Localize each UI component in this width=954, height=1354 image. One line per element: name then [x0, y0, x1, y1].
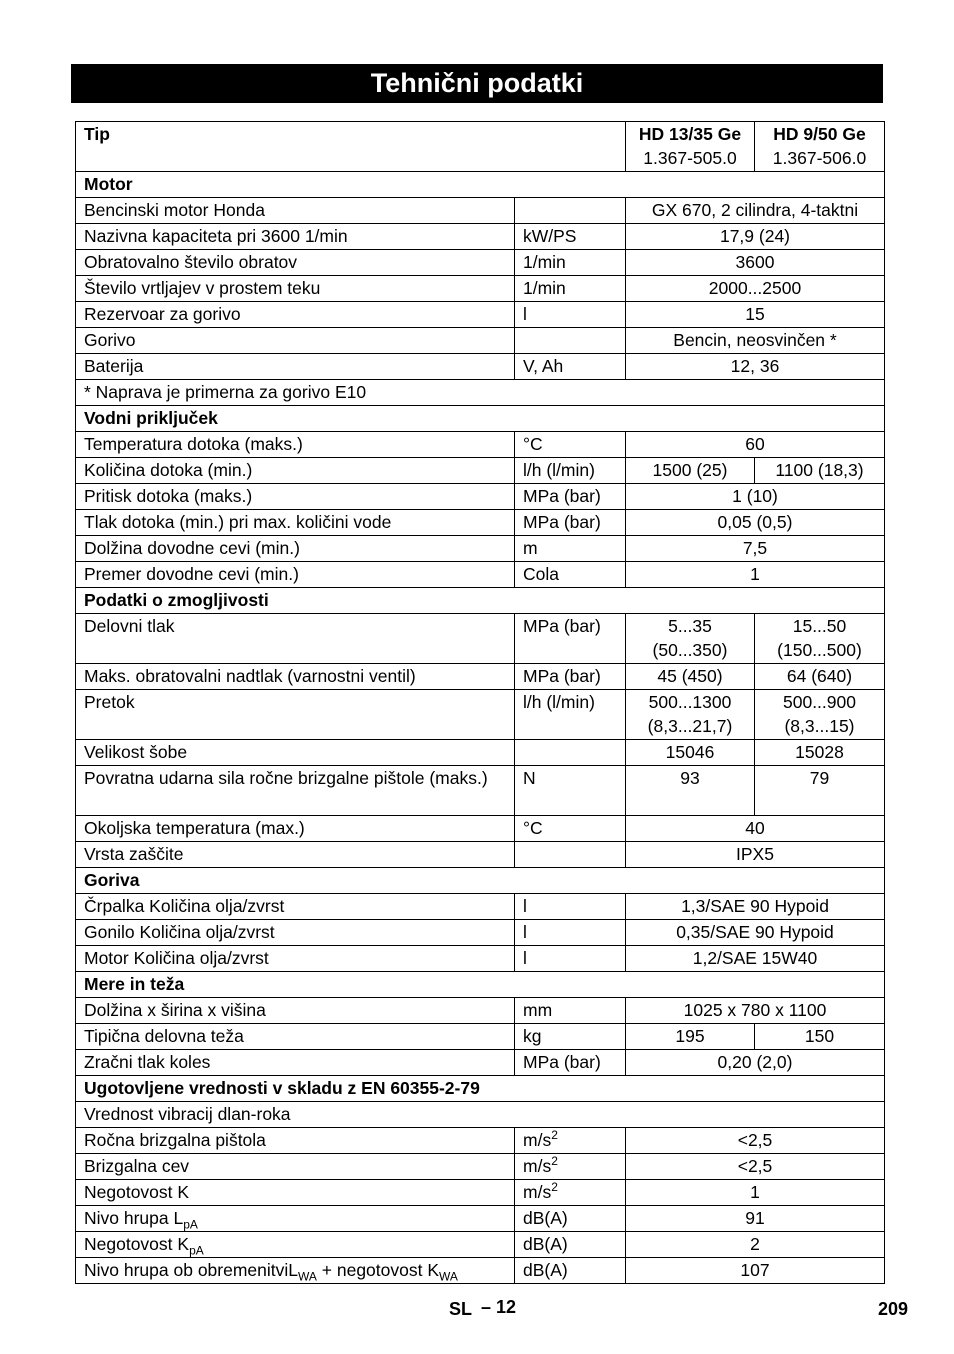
section-title: Motor — [76, 172, 885, 198]
table-header-row — [76, 122, 885, 172]
table-row: Dolžina x širina x višina mm 1025 x 780 x 1100 — [76, 998, 885, 1024]
table-row: Premer dovodne cevi (min.) Cola 1 — [76, 562, 885, 588]
table-row: Brizgalna cev $m/s^2$ <2,5 — [76, 1154, 885, 1180]
table-row: Negotovost K $m/s^2$ 1 — [76, 1180, 885, 1206]
table-row: Okoljska temperatura (max.) °C 40 — [76, 816, 885, 842]
footer-language: SL — [449, 1299, 473, 1319]
table-row: Tipična delovna teža kg 195 150 — [76, 1024, 885, 1050]
table-row: Pretok l/h (l/min) 500...1300 (8,3...21,7) 500...900 (8,3...15) — [76, 690, 885, 740]
section-title: Vodni priključek — [76, 406, 885, 432]
table-row: Število vrtljajev v prostem teku 1/min 2000...2500 — [76, 276, 885, 302]
table-row: Motor Količina olja/zvrst l 1,2/SAE 15W40 — [76, 946, 885, 972]
section-row — [76, 1076, 885, 1102]
section-title: Podatki o zmogljivosti — [76, 588, 885, 614]
table-row — [76, 380, 885, 406]
table-row: Baterija V, Ah 12, 36 — [76, 354, 885, 380]
table-row: Vrsta zaščite IPX5 — [76, 842, 885, 868]
section-row — [76, 406, 885, 432]
table-row: Nazivna kapaciteta pri 3600 1/min kW/PS 17,9 (24) — [76, 224, 885, 250]
model-2: HD 9/50 Ge 1.367-506.0 — [755, 122, 885, 172]
page-number: 209 — [878, 1299, 909, 1319]
table-row: Ročna brizgalna pištola $m/s^2$ <2,5 — [76, 1128, 885, 1154]
table-row: Delovni tlak MPa (bar) 5...35 (50...350) 15...50 (150...500) — [76, 614, 885, 664]
table-row: Količina dotoka (min.) l/h (l/min) 1500 (25) 1100 (18,3) — [76, 458, 885, 484]
footer-section-number: – 12 — [481, 1297, 517, 1317]
table-row: Nivo hrupa $L_{pA}$ dB(A) 91 — [76, 1206, 885, 1232]
table-row: Povratna udarna sila ročne brizgalne pištole (maks.) N 93 79 — [76, 766, 885, 816]
table-row: Črpalka Količina olja/zvrst l 1,3/SAE 90 Hypoid — [76, 894, 885, 920]
tip-label: Tip — [76, 122, 626, 172]
spec-table — [75, 121, 885, 1284]
section-title: Mere in teža — [76, 972, 885, 998]
table-row: Nivo hrupa ob obremenitviL$_{WA}$ + negotovost $K_{WA}$ dB(A) 107 — [76, 1258, 885, 1284]
table-row: Rezervoar za gorivo l 15 — [76, 302, 885, 328]
section-title: Ugotovljene vrednosti v skladu z EN 60355-2-79 — [76, 1076, 885, 1102]
table-row: Temperatura dotoka (maks.) °C 60 — [76, 432, 885, 458]
section-title: Goriva — [76, 868, 885, 894]
table-row: Gorivo Bencin, neosvinčen * — [76, 328, 885, 354]
table-row: Velikost šobe 15046 15028 — [76, 740, 885, 766]
table-row: Bencinski motor Honda GX 670, 2 cilindra, 4-taktni — [76, 198, 885, 224]
section-row — [76, 972, 885, 998]
table-row: Negotovost $K_{pA}$ dB(A) 2 — [76, 1232, 885, 1258]
model-1: HD 13/35 Ge 1.367-505.0 — [626, 122, 755, 172]
table-row: Dolžina dovodne cevi (min.) m 7,5 — [76, 536, 885, 562]
footnote: * Naprava je primerna za gorivo E10 — [76, 380, 885, 406]
table-row: Gonilo Količina olja/zvrst l 0,35/SAE 90 Hypoid — [76, 920, 885, 946]
table-row: Zračni tlak koles MPa (bar) 0,20 (2,0) — [76, 1050, 885, 1076]
table-row: Maks. obratovalni nadtlak (varnostni ventil) MPa (bar) 45 (450) 64 (640) — [76, 664, 885, 690]
table-row: Pritisk dotoka (maks.) MPa (bar) 1 (10) — [76, 484, 885, 510]
table-row: Obratovalno število obratov 1/min 3600 — [76, 250, 885, 276]
section-row — [76, 172, 885, 198]
section-row — [76, 588, 885, 614]
table-row: Tlak dotoka (min.) pri max. količini vode MPa (bar) 0,05 (0,5) — [76, 510, 885, 536]
table-row: Vrednost vibracij dlan-roka — [76, 1102, 885, 1128]
page-title: Tehnični podatki — [71, 64, 883, 103]
section-row — [76, 868, 885, 894]
